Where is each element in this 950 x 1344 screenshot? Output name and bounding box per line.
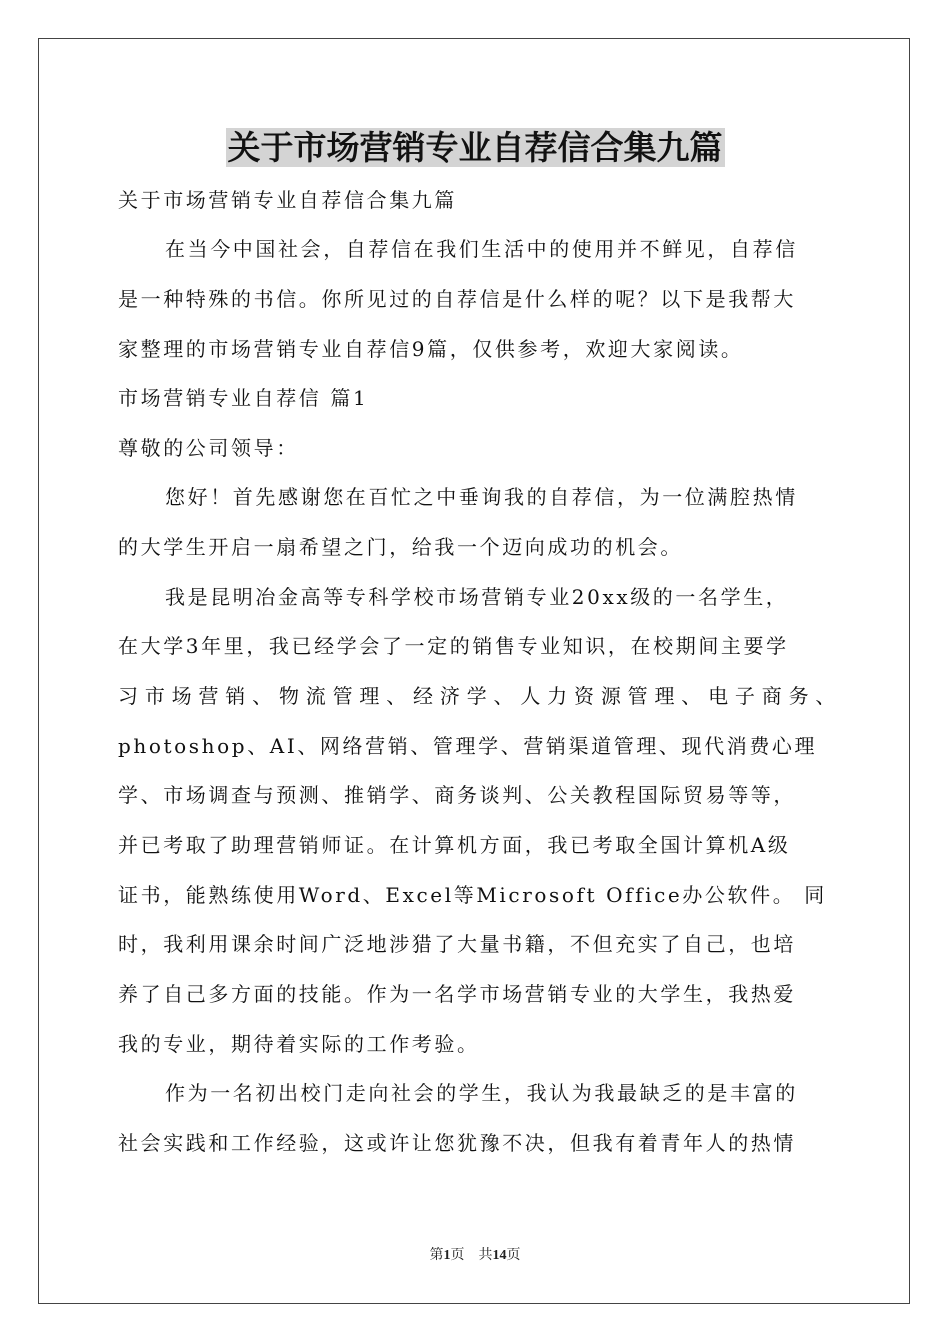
paragraph-line: 我的专业，期待着实际的工作考验。 [118, 1032, 480, 1056]
footer-page-suffix: 页 [506, 1248, 521, 1263]
document-title-text: 关于市场营销专业自荐信合集九篇 [227, 128, 723, 167]
paragraph-line: 习市场营销、物流管理、经济学、人力资源管理、电子商务、 [118, 684, 838, 708]
paragraph-line: 时，我利用课余时间广泛地涉猎了大量书籍，不但充实了自己，也培 [118, 932, 796, 956]
paragraph-line: 在当今中国社会，自荐信在我们生活中的使用并不鲜见，自荐信 [165, 237, 798, 261]
paragraph-line: 证书，能熟练使用Word、Excel等Microsoft Office办公软件。 同 [118, 883, 827, 907]
paragraph-line: 社会实践和工作经验，这或许让您犹豫不决，但我有着青年人的热情 [118, 1131, 796, 1155]
footer-page-total: 14 [492, 1248, 507, 1263]
paragraph-line: 在大学3年里，我已经学会了一定的销售专业知识，在校期间主要学 [118, 634, 789, 658]
paragraph-line: photoshop、AI、网络营销、管理学、营销渠道管理、现代消费心理 [118, 734, 818, 758]
section-heading: 市场营销专业自荐信 篇1 [118, 386, 369, 410]
footer-page-mid: 页 共 [450, 1248, 493, 1263]
page-border [38, 38, 910, 1304]
footer-page-current: 1 [443, 1248, 451, 1263]
paragraph-line: 学、市场调查与预测、推销学、商务谈判、公关教程国际贸易等等， [118, 783, 796, 807]
document-title [0, 125, 950, 171]
paragraph-line: 的大学生开启一扇希望之门，给我一个迈向成功的机会。 [118, 535, 683, 559]
footer-page-prefix: 第 [429, 1248, 444, 1263]
document-subtitle: 关于市场营销专业自荐信合集九篇 [118, 188, 457, 212]
salutation: 尊敬的公司领导： [118, 436, 299, 460]
paragraph-line: 家整理的市场营销专业自荐信9篇，仅供参考，欢迎大家阅读。 [118, 337, 744, 361]
paragraph-line: 并已考取了助理营销师证。在计算机方面，我已考取全国计算机A级 [118, 833, 791, 857]
paragraph-line: 养了自己多方面的技能。作为一名学市场营销专业的大学生，我热爱 [118, 982, 796, 1006]
paragraph-line: 您好！首先感谢您在百忙之中垂询我的自荐信，为一位满腔热情 [165, 485, 798, 509]
paragraph-line: 作为一名初出校门走向社会的学生，我认为我最缺乏的是丰富的 [165, 1081, 798, 1105]
paragraph-line: 是一种特殊的书信。你所见过的自荐信是什么样的呢？以下是我帮大 [118, 287, 796, 311]
page-footer [0, 1246, 950, 1266]
paragraph-line: 我是昆明冶金高等专科学校市场营销专业20xx级的一名学生， [165, 585, 789, 609]
